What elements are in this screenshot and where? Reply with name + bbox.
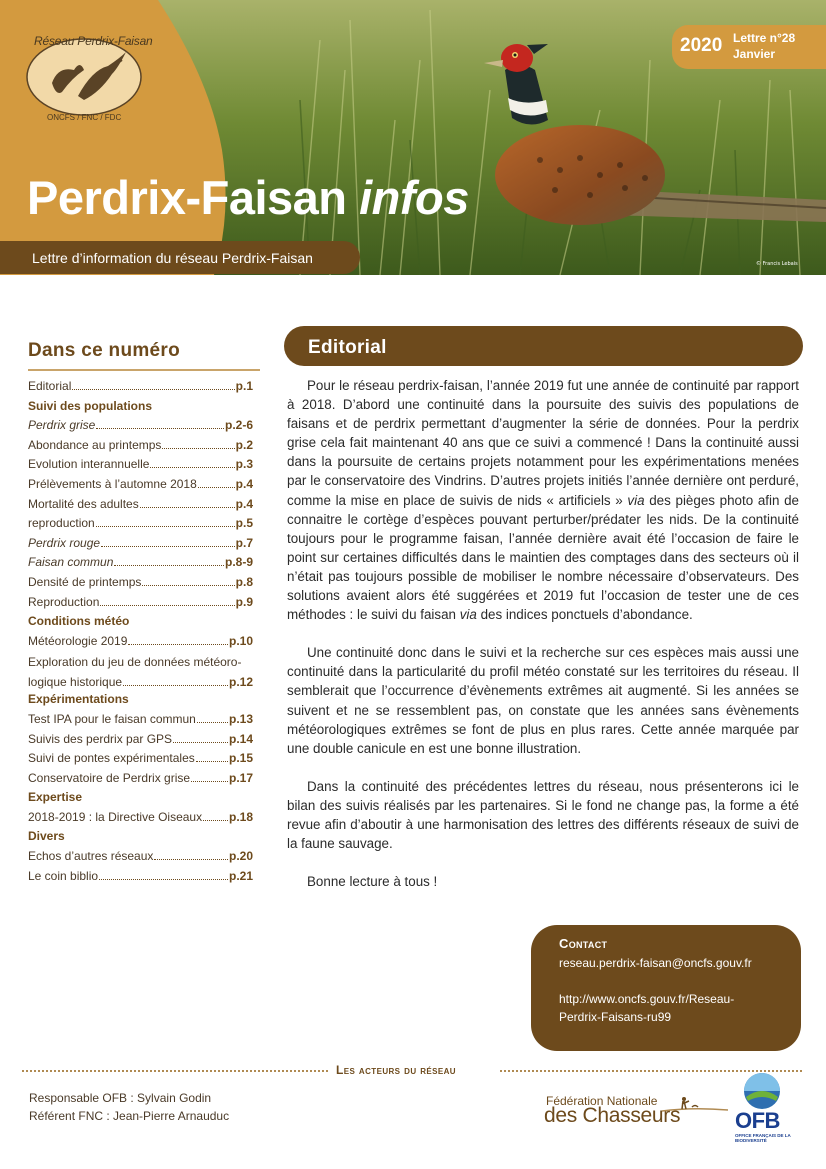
network-contacts [29,1089,229,1125]
contact-email[interactable]: reseau.perdrix-faisan@oncfs.gouv.fr [559,956,752,970]
logo-bottom-text: ONCFS / FNC / FDC [47,113,122,122]
toc-entry-label: Test IPA pour le faisan commun [28,711,196,726]
logo-top-text: Réseau Perdrix-Faisan [34,34,153,48]
toc-entry[interactable] [28,555,253,575]
toc-section-heading: Suivi des populations [28,398,153,413]
toc-entry-page: p.20 [228,849,253,864]
editorial-paragraph: Dans la continuité des précédentes lettres du réseau, nous présenterons ici le bilan des suivis réalisés par les partenaires. Si le fond ne change pas, la forme a été revue afin d’aboutir à une harmonisation des lettres des différents réseaux de suivi de la faune sauvage. [287,778,799,852]
hunter-icon [662,1095,728,1115]
toc-leader [101,546,235,547]
toc-entry-label: logique historique [28,674,123,689]
toc-entry[interactable] [28,595,253,615]
subtitle: Lettre d’information du réseau Perdrix-Faisan [32,250,313,266]
contact-title: Contact [559,936,608,951]
toc-leader [114,565,224,566]
issue-number: Lettre n°28 [733,31,796,45]
toc-entry[interactable] [28,418,253,438]
toc-entry-page: p.7 [235,535,253,550]
toc-section-heading: Expertise [28,790,83,805]
contact-details [559,954,752,1026]
toc-entry-page: p.9 [235,594,253,609]
toc-entry-page: p.21 [228,868,253,883]
toc-section-heading: Conditions météo [28,614,130,629]
toc-entry-label: Suivis des perdrix par GPS [28,731,173,746]
toc-leader [197,722,228,723]
toc-entry[interactable] [28,477,253,497]
toc-section-heading: Expérimentations [28,692,129,707]
toc-entry-page: p.8 [235,574,253,589]
toc-leader [162,448,234,449]
toc-entry[interactable] [28,653,253,692]
ofb-logo-text: OFB [735,1108,780,1133]
responsable-ofb: Responsable OFB : Sylvain Godin [29,1091,212,1105]
toc-entry-label: Le coin biblio [28,868,99,883]
toc-divider [28,369,260,371]
title-main: Perdrix-Faisan [27,171,347,224]
toc-entry-label: Echos d’autres réseaux [28,849,154,864]
toc-entry[interactable] [28,497,253,517]
table-of-contents [28,379,253,888]
newsletter-title [27,170,469,225]
toc-leader [196,761,228,762]
toc-leader [173,742,228,743]
toc-entry-page: p.17 [228,770,253,785]
issue-year: 2020 [680,35,723,56]
toc-leader [123,685,228,686]
toc-entry-page: p.2-6 [224,418,253,433]
toc-leader [99,879,228,880]
toc-entry-label: Prélèvements à l’automne 2018 [28,476,197,491]
ofb-logo-subtext: OFFICE FRANÇAIS DE LA BIODIVERSITÉ [735,1133,791,1143]
photo-credit: © Francis Lebais [756,261,798,267]
toc-entry-page: p.10 [228,633,253,648]
toc-title: Dans ce numéro [28,340,181,361]
issue-info [733,30,795,62]
toc-leader [191,781,228,782]
issue-month: Janvier [733,47,776,61]
toc-entry-page: p.5 [235,516,253,531]
toc-leader [96,428,224,429]
toc-leader [142,585,234,586]
toc-entry[interactable] [28,457,253,477]
editorial-paragraph: Une continuité donc dans le suivi et la recherche sur ces espèces mais aussi une continuité dans la particularité du profil météo constaté sur les territoires du réseau. Il semblerait que l’occurrence d’évènements extrêmes ait augmenté. Si les années se suivent et ne se ressemblent pas, on constate que les années sans évènements météorologiques extrêmes se font de plus en plus rares. Cette année marquée par une double canicule en est une bonne illustration. [287,645,799,756]
toc-leader [96,526,235,527]
toc-entry-page: p.4 [235,476,253,491]
toc-entry-label: Editorial [28,379,72,393]
toc-entry[interactable] [28,575,253,595]
toc-entry-page: p.14 [228,731,253,746]
toc-entry[interactable] [28,712,253,732]
toc-entry-label: 2018-2019 : la Directive Oiseaux [28,809,203,824]
toc-entry-label: Reproduction [28,594,100,609]
toc-leader [198,487,235,488]
toc-entry[interactable] [28,536,253,556]
toc-entry-page: p.3 [235,457,253,472]
ofb-logo-icon [742,1071,782,1111]
toc-entry-page: p.18 [228,809,253,824]
toc-entry[interactable] [28,751,253,771]
toc-entry[interactable] [28,869,253,889]
toc-entry-page: p.4 [235,496,253,511]
toc-entry-label: Densité de printemps [28,574,142,589]
reseau-logo [27,39,141,115]
toc-entry-label: Suivi de pontes expérimentales [28,751,195,766]
toc-entry[interactable] [28,771,253,791]
toc-leader [72,389,234,390]
referent-fnc: Référent FNC : Jean-Pierre Arnauduc [29,1109,230,1123]
toc-entry-label: Evolution interannuelle [28,457,150,472]
toc-entry[interactable] [28,732,253,752]
editorial-title: Editorial [308,337,387,358]
toc-leader [140,507,235,508]
toc-entry-label: Perdrix rouge [28,535,101,550]
toc-entry-page: p.15 [228,751,253,766]
toc-section-heading: Divers [28,829,65,844]
toc-entry-page: p.2 [235,437,253,452]
toc-entry-label: Météorologie 2019 [28,633,128,648]
fnc-logo-line1: Fédération Nationale [546,1094,658,1108]
fnc-logo-line2: des Chasseurs [544,1104,681,1127]
toc-entry-label: Perdrix grise [28,418,96,433]
editorial-body [287,376,799,891]
header-banner [0,0,826,275]
toc-entry[interactable] [28,810,253,830]
actors-title: Les acteurs du réseau [336,1063,456,1077]
toc-entry[interactable] [28,379,253,399]
contact-url-line2[interactable]: Perdrix-Faisans-ru99 [559,1010,672,1024]
toc-leader [150,467,234,468]
title-italic: infos [359,171,469,224]
toc-entry[interactable] [28,849,253,869]
toc-entry-page: p.8-9 [224,555,253,570]
toc-entry[interactable] [28,516,253,536]
contact-url-line1[interactable]: http://www.oncfs.gouv.fr/Reseau- [559,992,735,1006]
toc-entry-label: Exploration du jeu de données météoro- [28,655,242,670]
toc-entry-page: p.13 [228,711,253,726]
toc-leader [128,644,228,645]
toc-entry-page: p.1 [235,379,253,393]
toc-entry-label: reproduction [28,516,95,531]
toc-entry-label: Faisan commun [28,555,114,570]
toc-entry[interactable] [28,634,253,654]
toc-entry-label: Abondance au printemps [28,437,162,452]
toc-leader [154,859,228,860]
toc-entry-page: p.12 [228,674,253,689]
editorial-paragraph: Pour le réseau perdrix-faisan, l’année 2019 fut une année de continuité par rapport à 2018. D’abord une continuité dans la poursuite des suivis des populations de faisans et de perdrix permettant d’augmenter la série de données. Pour la perdrix grise cela fait maintenant 40 ans que ce suivi a commencé ! Dans la continuité aussi dans la poursuite de certains projets notamment pour les expérimentations menées par le conservatoire des Vindrins. D’autres projets initiés l’année dernière ont perduré, comme la mise en place de suivis de nids « artificiels » via des pièges photo afin de connaitre le cortège d’espèces pouvant perturber/prédater les nids. De la continuité toujours pour le programme faisan, l’année dernière avait été l’occasion de faire le point sur certaines difficultés dans le maintien des comptages dans des secteurs où il n’était pas toujours possible de mobiliser le nombre nécessaire d’observateurs. Des solutions avaient alors été suggérées et 2019 fut l’occasion de tester une de ces méthodes : le suivi du faisan via des indices ponctuels d’abondance. [287,378,799,623]
toc-entry-label: Mortalité des adultes [28,496,139,511]
toc-entry[interactable] [28,438,253,458]
editorial-closing: Bonne lecture à tous ! [307,874,438,890]
toc-entry-label: Conservatoire de Perdrix grise [28,770,191,785]
footer-divider-left [22,1070,328,1072]
toc-leader [203,820,228,821]
toc-leader [100,605,234,606]
